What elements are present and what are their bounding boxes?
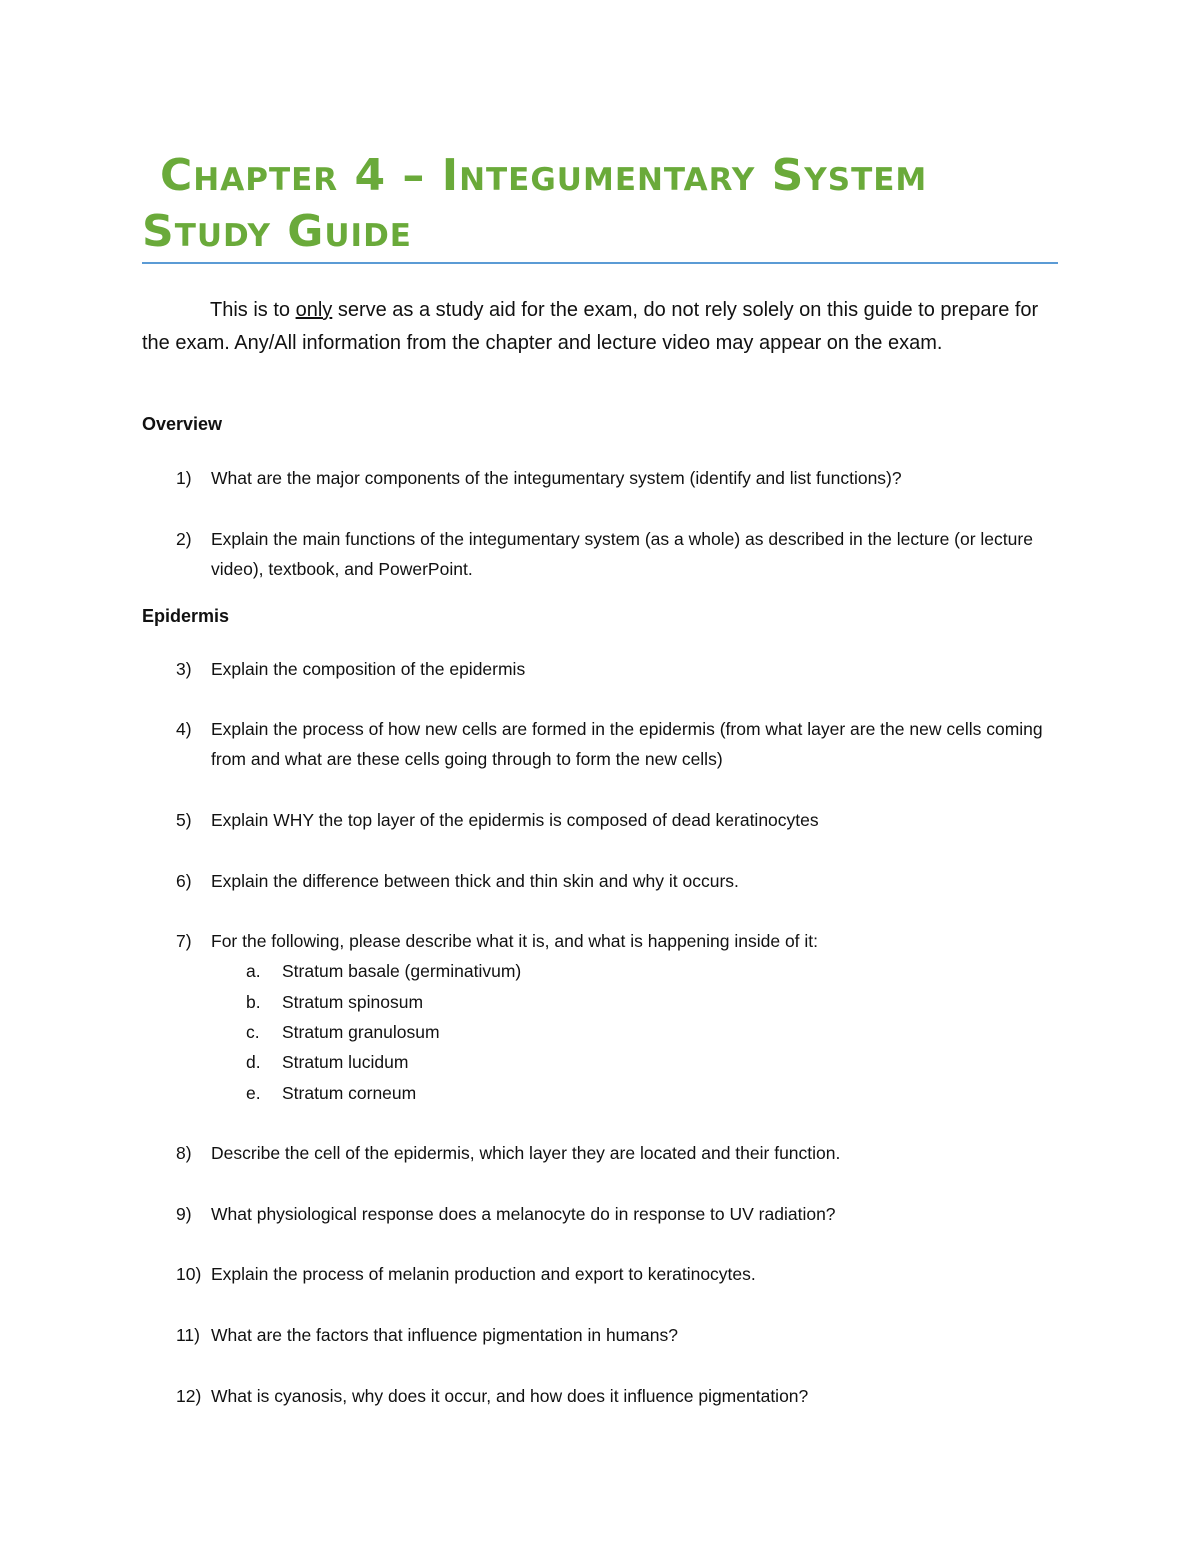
section-heading-epidermis: Epidermis <box>142 606 230 626</box>
question-number: 12) <box>176 1386 202 1406</box>
question-number: 10) <box>176 1264 202 1284</box>
sub-item-letter: a. <box>246 961 261 981</box>
question-number: 1) <box>176 468 192 488</box>
sub-item-letter: e. <box>246 1083 261 1103</box>
question-text: For the following, please describe what it is, and what is happening inside of it: <box>211 931 819 951</box>
sub-item-text: Stratum basale (germinativum) <box>282 961 522 981</box>
question-text: Explain the main functions of the integumentary system (as a whole) as described in the lecture (or lecture video), textbook, and PowerPoint. <box>211 529 1033 579</box>
sub-item-letter: c. <box>246 1022 260 1042</box>
question-text: Explain the composition of the epidermis <box>211 659 526 679</box>
sub-item-text: Stratum lucidum <box>282 1052 409 1072</box>
sub-item-a <box>246 956 521 986</box>
question-number: 8) <box>176 1143 192 1163</box>
question-number: 11) <box>176 1325 200 1345</box>
question-1 <box>176 463 1056 493</box>
title-line-2: Study Guide <box>142 206 412 257</box>
question-5 <box>176 805 1056 835</box>
question-6 <box>176 866 1056 896</box>
question-number: 2) <box>176 529 192 549</box>
question-9 <box>176 1199 1056 1229</box>
question-7 <box>176 926 1056 956</box>
question-text: Explain the difference between thick and thin skin and why it occurs. <box>211 871 739 891</box>
question-number: 6) <box>176 871 192 891</box>
question-text: Explain WHY the top layer of the epidermis is composed of dead keratinocytes <box>211 810 819 830</box>
sub-item-c <box>246 1017 440 1047</box>
document-title <box>142 148 1062 260</box>
question-12 <box>176 1381 1056 1411</box>
section-heading-overview: Overview <box>142 414 223 434</box>
question-3 <box>176 654 1056 684</box>
question-2 <box>176 524 1056 584</box>
question-number: 7) <box>176 931 192 951</box>
question-number: 3) <box>176 659 192 679</box>
sub-item-letter: d. <box>246 1052 261 1072</box>
sub-item-b <box>246 987 423 1017</box>
intro-text-end: serve as a study aid for the exam, do not rely solely on this guide to prepare for the exam. Any/All information from the chapter and lecture video may appear on the exam. <box>142 299 1039 354</box>
question-4 <box>176 714 1056 774</box>
question-text: What are the major components of the integumentary system (identify and list functions)? <box>211 468 902 488</box>
title-divider <box>142 262 1058 264</box>
sub-item-e <box>246 1078 416 1108</box>
question-text: Explain the process of how new cells are formed in the epidermis (from what layer are the new cells coming from and what are these cells going through to form the new cells) <box>211 719 1043 769</box>
intro-text-start: This is to <box>210 299 296 321</box>
question-text: What are the factors that influence pigmentation in humans? <box>211 1325 678 1345</box>
sub-item-letter: b. <box>246 992 261 1012</box>
intro-underlined-word: only <box>295 299 333 321</box>
question-text: Explain the process of melanin production and export to keratinocytes. <box>211 1264 756 1284</box>
question-text: What is cyanosis, why does it occur, and how does it influence pigmentation? <box>211 1386 809 1406</box>
question-number: 9) <box>176 1204 192 1224</box>
sub-item-d <box>246 1047 408 1077</box>
question-text: Describe the cell of the epidermis, which layer they are located and their function. <box>211 1143 841 1163</box>
question-number: 4) <box>176 719 192 739</box>
intro-paragraph <box>142 294 1058 360</box>
question-11 <box>176 1320 1056 1350</box>
question-text: What physiological response does a melanocyte do in response to UV radiation? <box>211 1204 836 1224</box>
sub-item-text: Stratum spinosum <box>282 992 424 1012</box>
question-8 <box>176 1138 1056 1168</box>
question-10 <box>176 1259 1056 1289</box>
sub-item-text: Stratum granulosum <box>282 1022 440 1042</box>
title-line-1: Chapter 4 – Integumentary System <box>160 150 928 201</box>
question-number: 5) <box>176 810 192 830</box>
sub-item-text: Stratum corneum <box>282 1083 417 1103</box>
